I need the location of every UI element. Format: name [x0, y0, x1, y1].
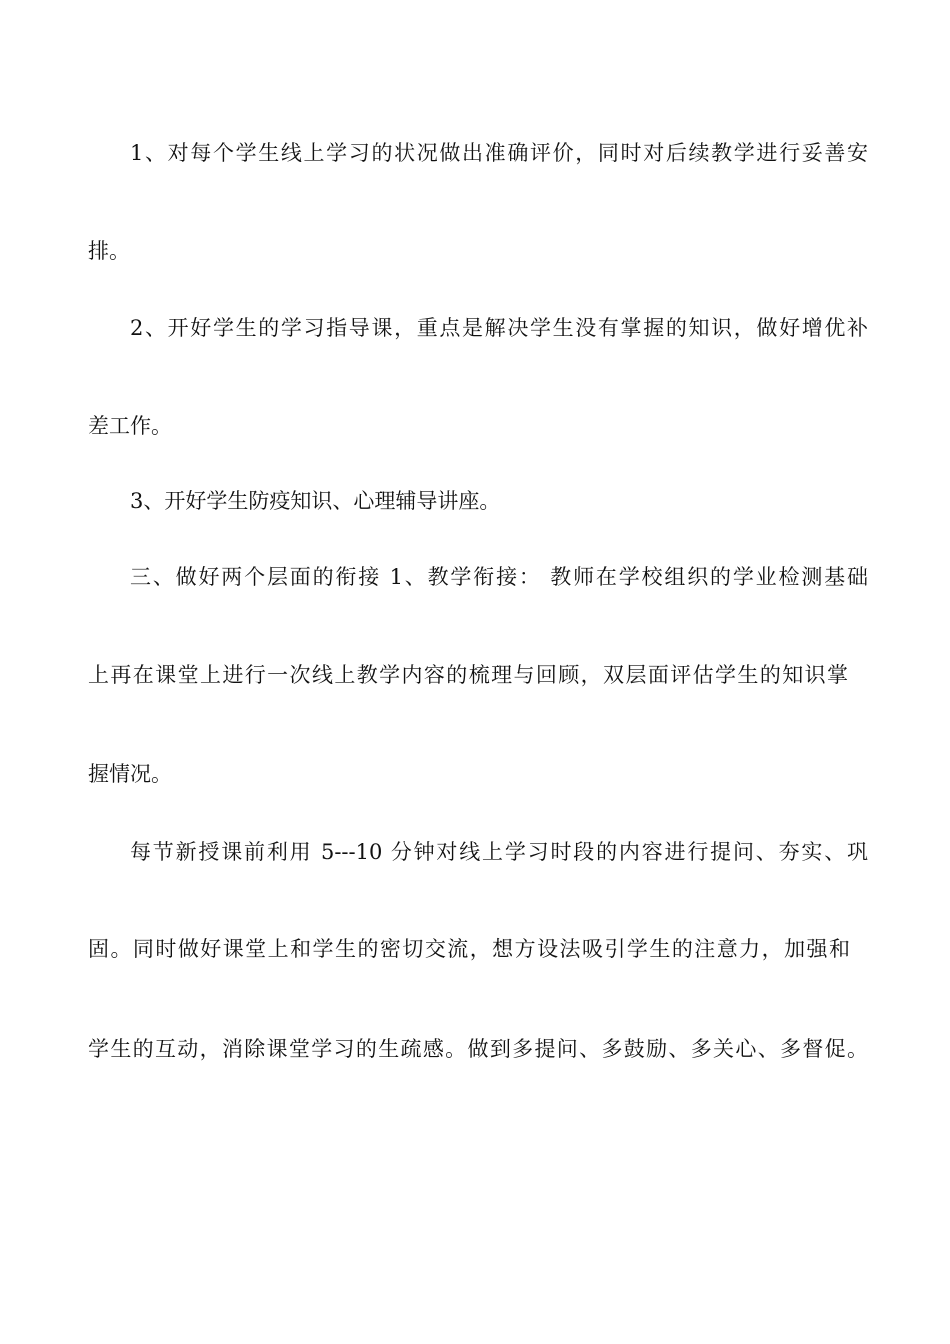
text-line: 差工作。 — [88, 414, 172, 438]
text-line: 三、做好两个层面的衔接 1、教学衔接： 教师在学校组织的学业检测基础 — [130, 565, 868, 589]
text-line: 1、对每个学生线上学习的状况做出准确评价，同时对后续教学进行妥善安 — [130, 141, 868, 165]
text-line: 学生的互动，消除课堂学习的生疏感。做到多提问、多鼓励、多关心、多督促。 — [88, 1037, 868, 1061]
text-line: 排。 — [88, 239, 130, 263]
text-line: 2、开好学生的学习指导课，重点是解决学生没有掌握的知识，做好增优补 — [130, 316, 868, 340]
text-line: 固。同时做好课堂上和学生的密切交流，想方设法吸引学生的注意力，加强和 — [88, 937, 850, 961]
text-line: 握情况。 — [88, 762, 172, 786]
text-line: 3、开好学生防疫知识、心理辅导讲座。 — [130, 489, 501, 513]
text-line: 每节新授课前利用 5---10 分钟对线上学习时段的内容进行提问、夯实、巩 — [130, 840, 868, 864]
text-line: 上再在课堂上进行一次线上教学内容的梳理与回顾，双层面评估学生的知识掌 — [88, 663, 848, 687]
